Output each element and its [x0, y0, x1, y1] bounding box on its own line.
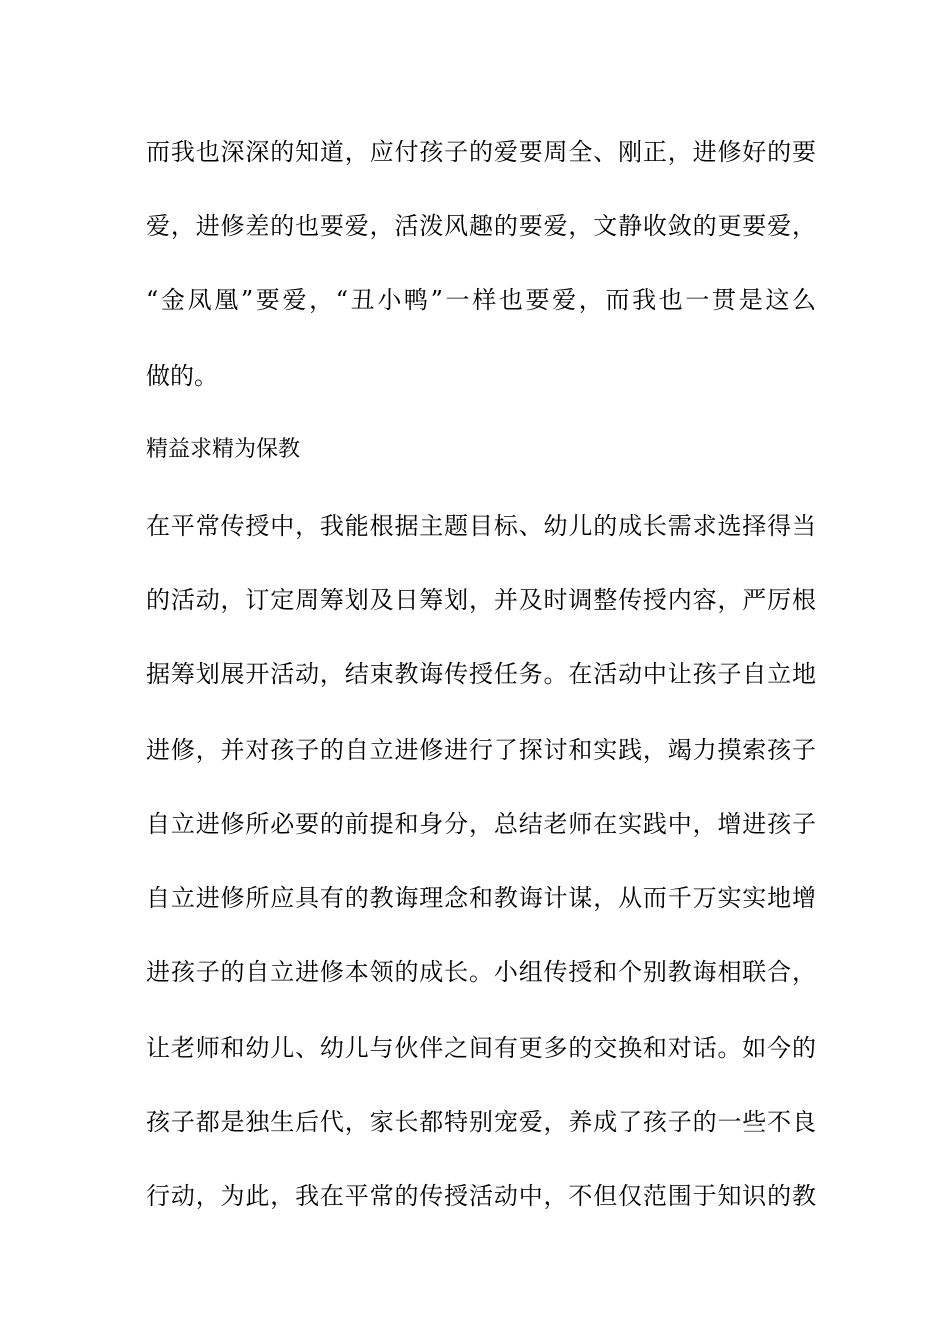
paragraph-2-line-2: 的活动，订定周筹划及日筹划，并及时调整传授内容，严厉根	[146, 586, 816, 614]
paragraph-2-line-6: 自立进修所应具有的教诲理念和教诲计谋，从而千万实实地增	[146, 884, 816, 912]
paragraph-2-line-10: 行动，为此，我在平常的传授活动中，不但仅范围于知识的教	[146, 1182, 816, 1210]
paragraph-2-line-5: 自立进修所必要的前提和身分，总结老师在实践中，增进孩子	[146, 810, 816, 838]
paragraph-1-line-2: 爱，进修差的也要爱，活泼风趣的要爱，文静收敛的更要爱，	[146, 212, 816, 240]
paragraph-2-line-9: 孩子都是独生后代，家长都特别宠爱，养成了孩子的一些不良	[146, 1108, 816, 1136]
paragraph-2-line-1: 在平常传授中，我能根据主题目标、幼儿的成长需求选择得当	[146, 512, 816, 540]
paragraph-1-line-3: “金凤凰”要爱，“丑小鸭”一样也要爱，而我也一贯是这么	[146, 286, 816, 314]
paragraph-2-line-3: 据筹划展开活动，结束教诲传授任务。在活动中让孩子自立地	[146, 660, 816, 688]
paragraph-2-line-7: 进孩子的自立进修本领的成长。小组传授和个别教诲相联合，	[146, 958, 816, 986]
paragraph-1-line-1: 而我也深深的知道，应付孩子的爱要周全、刚正，进修好的要	[146, 138, 816, 166]
paragraph-1-line-4: 做的。	[146, 362, 218, 390]
paragraph-2-line-8: 让老师和幼儿、幼儿与伙伴之间有更多的交换和对话。如今的	[146, 1034, 816, 1062]
section-heading: 精益求精为保教	[146, 437, 301, 462]
paragraph-2-line-4: 进修，并对孩子的自立进修进行了探讨和实践，竭力摸索孩子	[146, 736, 816, 764]
